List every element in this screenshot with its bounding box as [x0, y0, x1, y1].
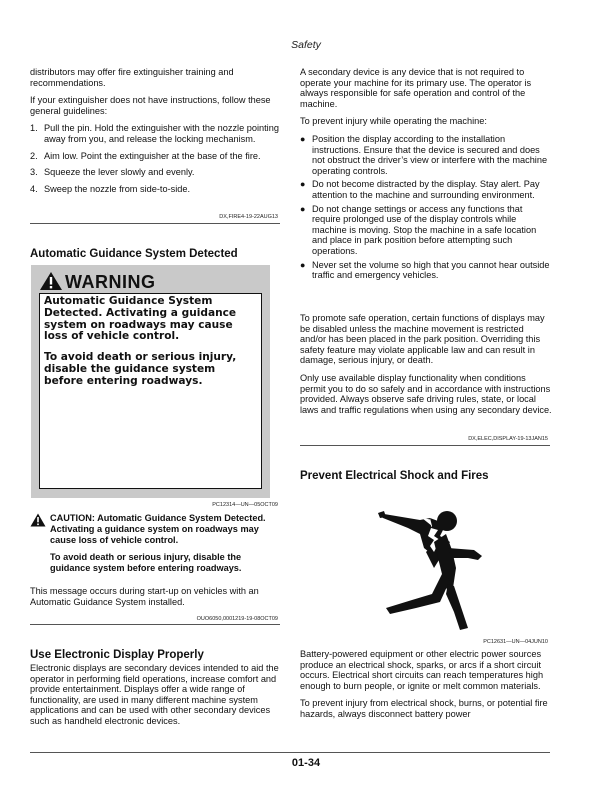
- section-title-electrical: Prevent Electrical Shock and Fires: [300, 470, 489, 482]
- list-item: ● Do not change settings or access any functions that require prolonged use of the display controls while machine is moving. Stop the machine in a safe location and place in park position before attempting such operations.: [300, 203, 537, 256]
- divider: [30, 223, 280, 224]
- section-title-guidance: Automatic Guidance System Detected: [30, 248, 238, 260]
- only-use-paragraph: Only use available display functionality when conditions permit you to do so safely and in accordance with instructions provided. Always observe safe driving rules, state, or local laws and traffic regulations when using any secondary device.: [300, 372, 552, 415]
- warning-text-1: Automatic Guidance System Detected. Activating a guidance system on roadways may cause loss of vehicle control.: [44, 295, 237, 343]
- display-paragraph: Electronic displays are secondary devices intended to aid the operator in performing field operations, increase comfort and provide entertainment. Displays offer a wide range of functionality, are used in many different machine system applications and can be used with other secondary devices such as handheld electronic devices.: [30, 663, 279, 726]
- right-column-bottom: [300, 649, 552, 727]
- startup-message: This message occurs during start-up on vehicles with an Automatic Guidance System installed.: [30, 586, 259, 607]
- left-intro-1: distributors may offer fire extinguisher training and recommendations.: [30, 67, 234, 88]
- warning-heading: WARNING: [65, 272, 156, 292]
- caution-block: [50, 513, 278, 580]
- list-item: 2. Aim low. Point the extinguisher at the base of the fire.: [30, 150, 261, 161]
- warning-text-panel: [39, 293, 262, 489]
- display-bullets: [300, 134, 552, 281]
- divider: [300, 445, 550, 446]
- ref-display: DX,ELEC,DISPLAY-19-13JAN15: [468, 436, 548, 442]
- battery-paragraph: Battery-powered equipment or other electric power sources produce an electrical shock, sparks, or arcs if a short circuit occurs. Electrical short circuits can reach temperatures high enough to burn people, or ignite or melt common materials.: [300, 649, 544, 691]
- running-header: Safety: [291, 39, 321, 51]
- secondary-device-paragraph: A secondary device is any device that is not required to operate your machine for its primary use. The operator is always responsible for safe operation and control of the machine.: [300, 67, 532, 109]
- extinguisher-steps: [30, 123, 282, 194]
- figure-ref-pc12631: PC12631—UN—04JUN10: [483, 639, 548, 645]
- list-item: 4. Sweep the nozzle from side-to-side.: [30, 183, 191, 194]
- divider: [30, 624, 280, 625]
- warning-text-2: To avoid death or serious injury, disable the guidance system before entering roadways.: [44, 351, 237, 387]
- prevent-injury-intro: To prevent injury while operating the machine:: [300, 116, 487, 127]
- ref-fire4: DX,FIRE4-19-22AUG13: [219, 214, 278, 220]
- left-intro-2: If your extinguisher does not have instructions, follow these general guidelines:: [30, 95, 271, 116]
- left-column: [30, 67, 282, 200]
- list-item: ● Position the display according to the installation instructions. Ensure that the device is secured and does not obstruct the driver’s view or interfere with the machine operating controls.: [300, 133, 548, 176]
- page-number: 01-34: [291, 757, 321, 769]
- caution-text-2: To avoid death or serious injury, disable the guidance system before entering roadways.: [50, 552, 242, 573]
- promote-safe-paragraph: To promote safe operation, certain functions of displays may be disabled unless the machine movement is restricted and/or has been placed in the park position. Overriding this safety feature may violate applicable law and can result in damage, serious injury, or death.: [300, 313, 545, 366]
- list-item: 3. Squeeze the lever slowly and evenly.: [30, 167, 195, 178]
- caution-triangle-icon: [30, 513, 46, 532]
- ref-ouo6050: OUO6050,0001219-19-08OCT09: [196, 616, 278, 622]
- section-title-display: Use Electronic Display Properly: [30, 649, 204, 661]
- right-column-lower: [300, 313, 552, 422]
- list-item: 1. Pull the pin. Hold the extinguisher with the nozzle pointing away from you, and release the locking mechanism.: [30, 123, 279, 144]
- list-item: ● Do not become distracted by the display. Stay alert. Pay attention to the machine and surrounding environment.: [300, 179, 540, 200]
- footer-rule: [30, 752, 550, 753]
- figure-ref-pc12314: PC12314—UN—05OCT09: [212, 502, 278, 508]
- warning-label: [31, 265, 270, 498]
- prevent-shock-paragraph: To prevent injury from electrical shock, burns, or potential fire hazards, always disconnect battery power: [300, 698, 548, 719]
- caution-text-1: CAUTION: Automatic Guidance System Detected. Activating a guidance system on roadways may cause loss of vehicle control.: [50, 513, 266, 545]
- electrical-shock-icon: [350, 490, 490, 640]
- right-column: [300, 67, 552, 284]
- list-item: ● Never set the volume so high that you cannot hear outside traffic and emergency vehicles.: [300, 259, 550, 281]
